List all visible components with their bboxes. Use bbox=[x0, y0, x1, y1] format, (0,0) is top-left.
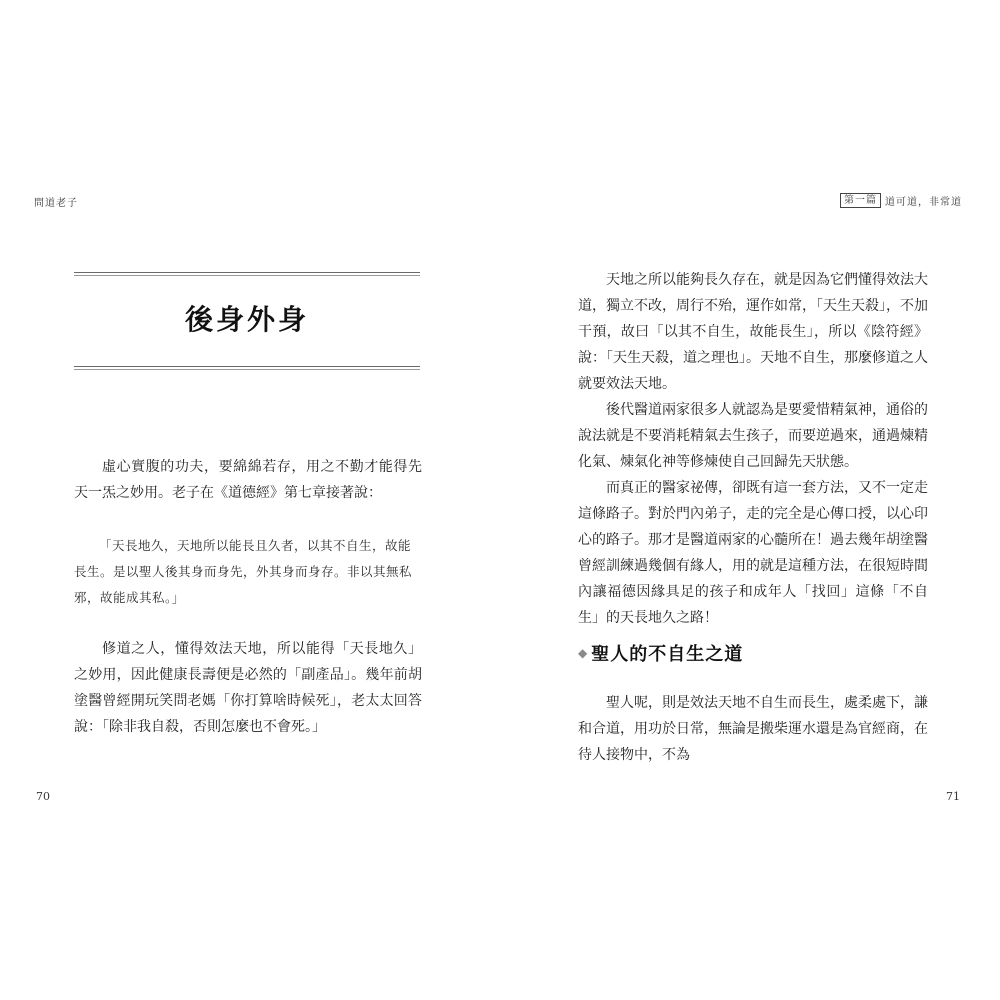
body-paragraph: 虛心實腹的功夫，要綿綿若存，用之不勤才能得先天一炁之妙用。老子在《道德經》第七章接著說： bbox=[74, 459, 422, 501]
running-head-book-title: 問道老子 bbox=[34, 198, 78, 209]
title-rule-top bbox=[74, 272, 420, 276]
body-paragraph: 天地之所以能夠長久存在，就是因為它們懂得效法大道，獨立不改，周行不殆，運作如常，「天生天殺」，不加干預，故曰「以其不自生，故能長生」，所以《陰符經》說：「天生天殺，道之理也」。天地不自生，那麼修道之人就要效法天地。 bbox=[578, 272, 928, 392]
body-text-block bbox=[74, 454, 422, 506]
body-text-block bbox=[578, 690, 928, 768]
page-number: 70 bbox=[36, 790, 50, 803]
body-text-block bbox=[578, 267, 928, 631]
diamond-bullet-icon: ◆ bbox=[578, 646, 589, 660]
title-rule-bottom bbox=[74, 366, 420, 370]
chapter-title: 後身外身 bbox=[184, 303, 309, 336]
part-title: 道可道，非常道 bbox=[885, 197, 962, 208]
body-paragraph: 後代醫道兩家很多人就認為是要愛惜精氣神，通俗的說法就是不要消耗精氣去生孩子，而要逆過來，通過煉精化氣、煉氣化神等修煉使自己回歸先天狀態。 bbox=[578, 402, 928, 470]
part-label-box: 第一篇 bbox=[840, 193, 881, 208]
chapter-title-block bbox=[74, 272, 420, 370]
body-paragraph: 修道之人，懂得效法天地，所以能得「天長地久」之妙用，因此健康長壽便是必然的「副產品」。幾年前胡塗醫曾經開玩笑問老媽「你打算啥時候死」，老太太回答說：「除非我自殺，否則怎麼也不會死。」 bbox=[74, 641, 422, 735]
body-paragraph: 而真正的醫家祕傳，卻既有這一套方法，又不一定走這條路子。對於門內弟子，走的完全是心傳口授，以心印心的路子。那才是醫道兩家的心髓所在！過去幾年胡塗醫曾經訓練過幾個有緣人，用的就是這種方法，在很短時間內讓福德因緣具足的孩子和成年人「找回」這條「不自生」的天長地久之路！ bbox=[578, 480, 928, 626]
section-heading-text: 聖人的不自生之道 bbox=[591, 644, 744, 665]
page-number: 71 bbox=[946, 790, 960, 803]
quotation-block bbox=[74, 533, 422, 611]
running-head-part bbox=[840, 193, 962, 208]
section-heading bbox=[578, 640, 743, 666]
body-text-block bbox=[74, 636, 422, 740]
quotation-text: 「天長地久，天地所以能長且久者，以其不自生，故能長生。是以聖人後其身而身先，外其身而身存。非以其無私邪，故能成其私。」 bbox=[74, 538, 413, 605]
body-paragraph: 聖人呢，則是效法天地不自生而長生，處柔處下，謙和合道，用功於日常，無論是搬柴運水還是為官經商，在待人接物中，不為 bbox=[578, 695, 928, 763]
